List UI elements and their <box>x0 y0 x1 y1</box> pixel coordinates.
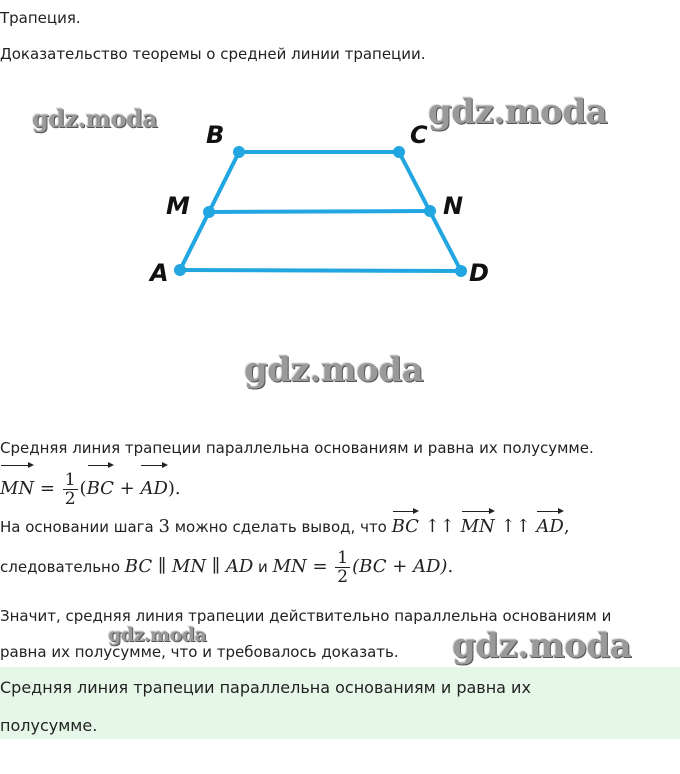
label-C: C <box>410 121 428 149</box>
vector-formula <box>0 462 181 512</box>
line3-mid: можно сделать вывод, что <box>169 518 392 536</box>
vector-BC: BC <box>392 508 419 542</box>
watermark: gdz.moda <box>32 104 158 133</box>
line4-prefix: следовательно <box>0 558 125 576</box>
equals-sign: = <box>306 556 334 577</box>
codirected-symbol: ↑↑ <box>418 516 461 537</box>
topic-heading: Трапеция. <box>0 9 81 27</box>
answer-line: Средняя линия трапеции параллельна основаниям и равна их <box>0 678 531 697</box>
label-B: B <box>206 121 225 149</box>
comma: , <box>563 516 570 537</box>
parallel-relation: BC ∥ MN ∥ AD <box>124 556 254 577</box>
vector-BC: BC <box>87 462 114 512</box>
vector-AD: AD <box>140 462 167 512</box>
codirected-symbol: ↑↑ <box>494 516 537 537</box>
watermark: gdz.moda <box>108 624 207 646</box>
watermark: gdz.moda <box>428 92 608 132</box>
point-D <box>455 265 467 277</box>
open-paren: ( <box>79 478 87 499</box>
point-B <box>233 146 245 158</box>
vector-AD: AD <box>536 508 563 542</box>
vector-MN: MN <box>0 462 34 512</box>
label-D: D <box>469 259 489 287</box>
vector-MN: MN <box>461 508 495 542</box>
plus-sign: + <box>113 478 141 499</box>
fraction-denominator: 2 <box>64 489 76 509</box>
watermark: gdz.moda <box>244 350 424 390</box>
sum-expression: (BC + AD). <box>352 556 454 577</box>
summary-line: равна их полусумме, что и требовалось доказать. <box>0 643 399 661</box>
equals-sign: = <box>34 478 61 499</box>
fraction-denominator: 2 <box>337 567 349 587</box>
base-AD <box>180 270 461 271</box>
fraction-numerator: 1 <box>337 548 349 568</box>
label-A: A <box>150 259 169 287</box>
fraction-half <box>63 471 78 508</box>
point-M <box>203 206 215 218</box>
statement-line: Средняя линия трапеции параллельна основаниям и равна их полусумме. <box>0 439 594 457</box>
fraction-numerator: 1 <box>64 470 76 490</box>
summary-line: Значит, средняя линия трапеции действительно параллельна основаниям и <box>0 607 612 625</box>
point-N <box>424 205 436 217</box>
answer-line: полусумме. <box>0 716 98 735</box>
proof-subtitle: Доказательство теоремы о средней линии трапеции. <box>0 45 426 63</box>
point-C <box>393 146 405 158</box>
label-M: M <box>166 192 190 220</box>
answer-box <box>0 667 680 739</box>
trapezoid-figure <box>0 100 680 400</box>
watermark: gdz.moda <box>452 626 632 666</box>
label-N: N <box>443 192 464 220</box>
point-A <box>174 264 186 276</box>
close-paren: ). <box>167 478 181 499</box>
step-number: 3 <box>158 516 170 537</box>
fraction-half <box>335 549 350 586</box>
and-word: и <box>253 558 273 576</box>
segment-MN: MN <box>272 556 307 577</box>
conclusion-line <box>0 508 570 542</box>
parallel-line <box>0 544 453 590</box>
midline-MN <box>209 211 430 212</box>
line3-prefix: На основании шага <box>0 518 159 536</box>
